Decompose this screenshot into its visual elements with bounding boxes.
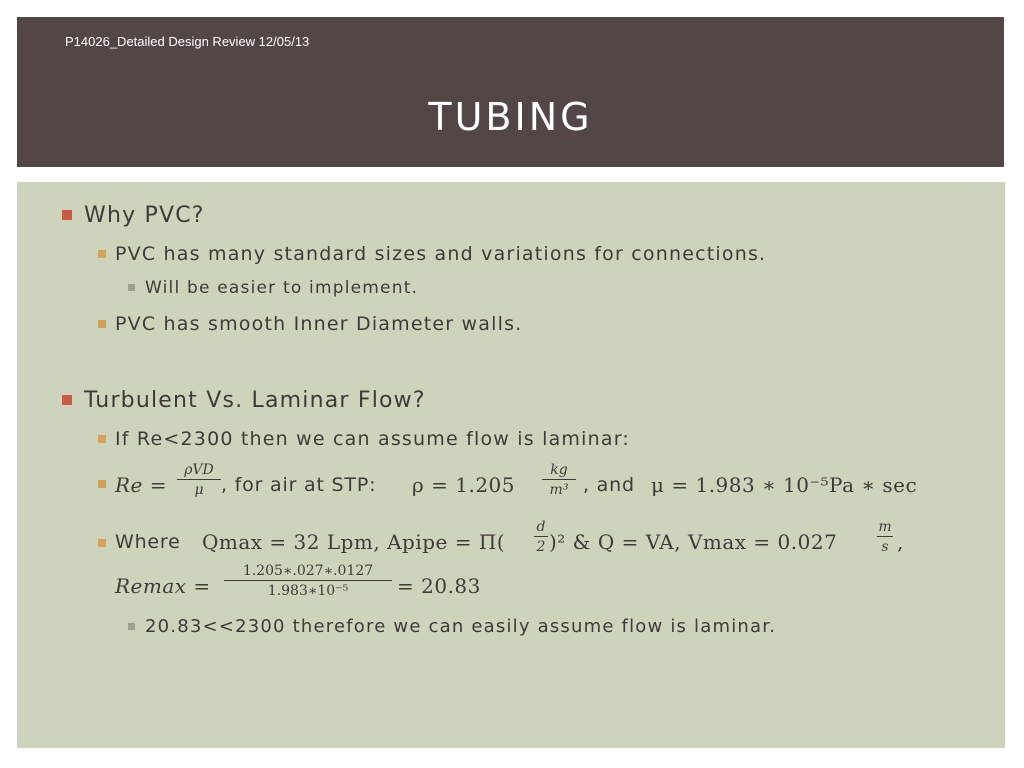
re-text-stp: , for air at STP: bbox=[221, 474, 377, 496]
bullet-square bbox=[98, 480, 106, 488]
remax-fraction bbox=[224, 564, 392, 598]
mu-value: μ = 1.983 ∗ 10⁻⁵Pa ∗ sec bbox=[651, 473, 918, 497]
bullet-square bbox=[98, 250, 106, 258]
slide-header bbox=[17, 17, 1004, 167]
bullet-square bbox=[62, 395, 72, 405]
rho-unit-numerator: kg bbox=[550, 462, 568, 478]
re-denominator: μ bbox=[194, 482, 204, 498]
s-denominator: s bbox=[881, 539, 889, 555]
re-numerator: ρVD bbox=[184, 462, 214, 478]
rho-unit-fraction bbox=[542, 463, 576, 497]
remax-numerator: 1.205∗.027∗.0127 bbox=[242, 563, 374, 579]
remax-denominator: 1.983∗10⁻⁵ bbox=[267, 583, 349, 599]
d-denominator: 2 bbox=[536, 539, 546, 555]
re-text-and: , and bbox=[583, 474, 635, 496]
re-fraction bbox=[177, 463, 221, 497]
bullet-square bbox=[98, 435, 106, 443]
bullet-why-pvc: Why PVC? bbox=[84, 203, 205, 228]
remax-result: = 20.83 bbox=[397, 574, 481, 598]
bullet-flow: Turbulent Vs. Laminar Flow? bbox=[84, 388, 426, 413]
rho-unit-denominator: m³ bbox=[549, 482, 569, 498]
slide-title: TUBING bbox=[428, 95, 593, 139]
bullet-square bbox=[128, 284, 135, 291]
bullet-easier: Will be easier to implement. bbox=[145, 278, 419, 298]
slide-body bbox=[17, 182, 1005, 748]
bullet-conclusion: 20.83<<2300 therefore we can easily assume flow is laminar. bbox=[145, 616, 777, 637]
bullet-if-re: If Re<2300 then we can assume flow is laminar: bbox=[115, 428, 630, 450]
qmax-apipe-expr: Qmax = 32 Lpm, Apipe = Π( bbox=[202, 530, 506, 554]
bullet-smooth-walls: PVC has smooth Inner Diameter walls. bbox=[115, 313, 523, 335]
m-per-s-fraction bbox=[877, 520, 893, 554]
bullet-square bbox=[98, 320, 106, 328]
where-comma: , bbox=[897, 530, 904, 554]
where-label: Where bbox=[115, 531, 181, 553]
bullet-pvc-sizes: PVC has many standard sizes and variations for connections. bbox=[115, 243, 767, 265]
d-numerator: d bbox=[536, 519, 546, 535]
bullet-square bbox=[98, 539, 106, 547]
m-numerator: m bbox=[878, 519, 892, 535]
bullet-square bbox=[62, 210, 72, 220]
q-va-vmax-expr: )² & Q = VA, Vmax = 0.027 bbox=[549, 530, 838, 554]
re-lhs: Re = bbox=[115, 473, 168, 497]
bullet-square bbox=[128, 623, 135, 630]
d-over-2-fraction bbox=[534, 520, 548, 554]
remax-lhs: Remax = bbox=[115, 574, 211, 598]
slide-subtitle: P14026_Detailed Design Review 12/05/13 bbox=[65, 34, 310, 49]
rho-value: ρ = 1.205 bbox=[412, 473, 515, 497]
